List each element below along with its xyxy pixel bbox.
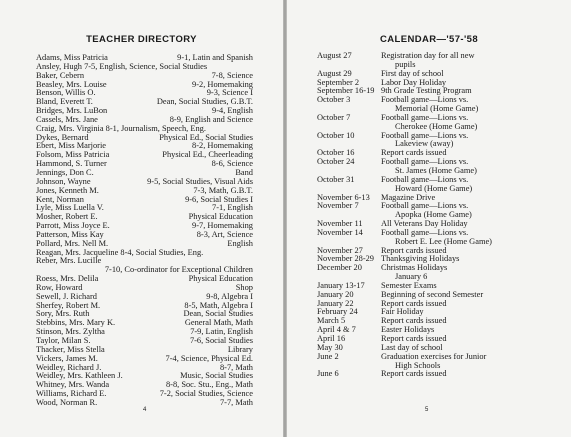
directory-entry [36, 249, 253, 258]
teacher-assignment: 9-8, Algebra I [206, 292, 253, 301]
teacher-directory-page [0, 0, 283, 437]
teacher-assignment: 8-2, Homemaking [192, 142, 253, 151]
teacher-assignment: 9-7, Homemaking [192, 222, 253, 231]
calendar-date: October 3 [317, 95, 351, 105]
calendar-event: Fair Holiday [381, 307, 424, 317]
directory-entry [36, 63, 253, 72]
teacher-assignment: 8-9, English and Science [169, 115, 253, 124]
calendar-event: Robert E. Lee (Home Game) [395, 236, 492, 246]
calendar-event: Memorial (Home Game) [395, 104, 479, 114]
calendar-event: All Veterans Day Holiday [381, 219, 468, 229]
teacher-assignment: Physical Education [188, 275, 253, 284]
teacher-assignment: 8-6, Science [211, 160, 253, 169]
directory-entry [36, 222, 253, 231]
teacher-assignment: 7-10, Co-ordinator for Exceptional Children [104, 266, 253, 275]
teacher-assignment: Band [235, 168, 253, 177]
directory-entry [36, 240, 253, 249]
teacher-name: Reagan, Mrs. Jacqueline 8-4, Social Studies, Eng. [36, 248, 204, 257]
calendar-event: Christmas Holidays [381, 263, 448, 273]
directory-entry [36, 284, 253, 293]
calendar-date: September 2 [317, 77, 360, 87]
teacher-assignment: 7-3, Math, G.B.T. [193, 186, 253, 195]
calendar-heading: CALENDAR—'57-'58 [379, 34, 479, 45]
calendar-event: Report cards issued [381, 316, 447, 326]
teacher-assignment: 7-6, Social Studies [189, 337, 253, 345]
directory-entry [36, 390, 253, 399]
calendar-event: First day of school [381, 68, 444, 78]
teacher-name: Craig, Mrs. Virginia 8-1, Journalism, Speech, Eng. [36, 124, 206, 133]
calendar-date: August 27 [317, 51, 352, 60]
teacher-name: Sory, Mrs. Ruth [36, 310, 90, 319]
calendar-event: 9th Grade Testing Program [381, 86, 472, 96]
calendar-date: October 16 [317, 148, 355, 158]
calendar-event: Football game—Lions vs. [381, 95, 469, 105]
directory-entry [36, 257, 253, 266]
teacher-name: Sherfey, Robert M. [36, 301, 101, 310]
directory-entry [36, 204, 253, 213]
teacher-name: Row, Howard [36, 283, 83, 292]
calendar-entry [317, 52, 555, 61]
teacher-name: Beasley, Mrs. Louise [36, 80, 107, 89]
calendar-event: Beginning of second Semester [381, 289, 484, 299]
teacher-name: Folsom, Miss Patricia [36, 151, 110, 160]
page-number-right: 5 [425, 407, 429, 413]
calendar-event: Report cards issued [381, 334, 447, 343]
directory-entry [36, 98, 253, 107]
directory-entry [36, 213, 253, 222]
calendar-entry [317, 264, 555, 273]
calendar-event: Football game—Lions vs. [381, 130, 469, 140]
calendar-date: November 6-13 [317, 192, 370, 202]
calendar-event: Magazine Drive [381, 192, 436, 202]
directory-entry [36, 364, 253, 373]
directory-entry [36, 355, 253, 364]
calendar-date: February 24 [317, 307, 358, 317]
calendar-date: January 13-17 [317, 280, 365, 290]
calendar-event: Graduation exercises for Junior [381, 351, 487, 361]
directory-entry [36, 372, 253, 381]
directory-entry [36, 125, 253, 134]
directory-entry [36, 54, 253, 63]
calendar-date: November 7 [317, 201, 359, 211]
teacher-assignment: Dean, Social Studies, G.B.T. [156, 98, 253, 107]
calendar-date: November 27 [317, 245, 363, 255]
calendar-entry [317, 370, 555, 379]
calendar-date: January 22 [317, 298, 354, 308]
directory-entry [36, 107, 253, 116]
teacher-name: Lyle, Miss Luella V. [36, 204, 104, 213]
calendar-date: October 31 [317, 174, 355, 184]
calendar-event: Football game—Lions vs. [381, 157, 469, 167]
teacher-assignment: 9-3, Science I [206, 89, 253, 98]
directory-entry [36, 151, 253, 160]
calendar-list [317, 52, 555, 379]
teacher-assignment: Music, Social Studies [180, 372, 253, 381]
calendar-event: Report cards issued [381, 298, 447, 308]
teacher-assignment: Shop [235, 283, 253, 292]
calendar-event: Football game—Lions vs. [381, 201, 469, 211]
teacher-name: Taylor, Milan S. [36, 337, 91, 345]
teacher-name: Wood, Norman R. [36, 398, 98, 407]
directory-entry [36, 231, 253, 240]
calendar-date: October 10 [317, 130, 355, 140]
teacher-name: Williams, Richard E. [36, 390, 107, 399]
directory-entry [36, 142, 253, 151]
calendar-date: March 5 [317, 316, 346, 326]
teacher-name: Weidley, Mrs. Kathleen J. [36, 372, 123, 381]
teacher-assignment: 7-4, Science, Physical Ed. [165, 354, 253, 363]
teacher-assignment: Physical Ed., Cheerleading [162, 151, 253, 160]
calendar-event: St. James (Home Game) [395, 165, 477, 175]
teacher-name: Cassels, Mrs. Jane [36, 115, 98, 124]
teacher-assignment: 8-8, Soc. Stu., Eng., Math [165, 381, 253, 390]
calendar-event: Report cards issued [381, 369, 447, 379]
calendar-event: Howard (Home Game) [395, 183, 473, 193]
calendar-date: June 6 [317, 369, 339, 379]
teacher-name: Kent, Norman [36, 195, 84, 204]
teacher-assignment: 9-6, Social Studies I [185, 195, 253, 204]
teacher-name: Stebbins, Mrs. Mary K. [36, 319, 116, 328]
directory-entry [36, 81, 253, 90]
teacher-assignment: English [227, 239, 253, 248]
teacher-name: Hammond, S. Turner [36, 160, 107, 169]
teacher-name: Vickers, James M. [36, 354, 98, 363]
calendar-event: Cherokee (Home Game) [395, 121, 478, 131]
teacher-name: Bland, Everett T. [36, 98, 93, 107]
directory-entry [36, 337, 253, 346]
directory-entry [36, 381, 253, 390]
teacher-name: Whitney, Mrs. Wanda [36, 381, 110, 390]
calendar-event: Apopka (Home Game) [395, 210, 472, 220]
teacher-assignment: 8-5, Math, Algebra I [184, 301, 253, 310]
teacher-assignment: 7-1, English [212, 204, 253, 213]
teacher-name: Johnson, Wayne [36, 177, 91, 186]
directory-entry [36, 293, 253, 302]
calendar-date: June 2 [317, 351, 339, 361]
teacher-name: Reber, Mrs. Lucille [36, 257, 102, 266]
calendar-page [287, 0, 571, 437]
teacher-assignment: Library [227, 345, 253, 354]
directory-entry [36, 134, 253, 143]
teacher-name: Ansley, Hugh 7-5, English, Science, Social Studies [36, 62, 208, 71]
directory-entry [36, 187, 253, 196]
teacher-assignment: 8-3, Art, Science [196, 230, 253, 239]
calendar-event: Lakeview (away) [395, 139, 454, 149]
teacher-name: Patterson, Miss Kay [36, 230, 104, 239]
calendar-event: Football game—Lions vs. [381, 227, 469, 237]
teacher-name: Stinson, Mrs. Zyltha [36, 328, 105, 337]
teacher-assignment: 7-7, Math [219, 398, 253, 407]
teacher-name: Weidley, Richard J. [36, 363, 102, 372]
calendar-event: Semester Exams [381, 280, 437, 290]
teacher-name: Jones, Kenneth M. [36, 186, 99, 195]
directory-entry [36, 310, 253, 319]
calendar-event: Football game—Lions vs. [381, 174, 469, 184]
teacher-assignment: 7-8, Science [211, 71, 253, 80]
calendar-date: December 20 [317, 263, 362, 273]
calendar-event: Football game—Lions vs. [381, 112, 469, 122]
calendar-event: Easter Holidays [381, 325, 435, 335]
calendar-event: Last day of school [381, 342, 443, 352]
teacher-assignment: 9-5, Social Studies, Visual Aids [147, 177, 253, 186]
calendar-date: November 28-29 [317, 254, 374, 264]
calendar-date: October 7 [317, 112, 351, 122]
calendar-event: pupils [395, 59, 416, 69]
teacher-name: Jennings, Don C. [36, 168, 94, 177]
calendar-date: April 16 [317, 334, 346, 343]
teacher-assignment: 8-7, Math [219, 363, 253, 372]
calendar-event: High Schools [395, 360, 441, 370]
teacher-assignment: 9-4, English [212, 107, 253, 116]
teacher-name: Mosher, Robert E. [36, 213, 98, 222]
calendar-event: January 6 [395, 272, 428, 282]
directory-entry [36, 328, 253, 337]
directory-list [36, 54, 253, 408]
directory-entry [36, 319, 253, 328]
directory-entry [36, 169, 253, 178]
directory-heading: TEACHER DIRECTORY [86, 34, 197, 45]
calendar-date: May 30 [317, 342, 343, 352]
teacher-name: Roess, Mrs. Delila [36, 275, 99, 284]
teacher-name: Dykes, Bernard [36, 133, 89, 142]
directory-entry [36, 346, 253, 355]
directory-entry [36, 160, 253, 169]
calendar-event: Thanksgiving Holidays [381, 254, 460, 264]
page-number-left: 4 [143, 407, 147, 413]
calendar-date: August 29 [317, 68, 352, 78]
directory-entry [36, 302, 253, 311]
calendar-date: November 14 [317, 227, 363, 237]
calendar-event: Labor Day Holiday [381, 77, 447, 87]
directory-entry [36, 266, 253, 275]
directory-entry [36, 196, 253, 205]
teacher-name: Benson, Willis O. [36, 89, 96, 98]
calendar-date: January 20 [317, 289, 354, 299]
calendar-date: April 4 & 7 [317, 325, 356, 335]
teacher-assignment: 9-2, Homemaking [192, 80, 253, 89]
teacher-name: Ebert, Miss Marjorie [36, 142, 107, 151]
teacher-name: Sewell, J. Richard [36, 292, 97, 301]
calendar-date: November 11 [317, 219, 363, 229]
teacher-assignment: Dean, Social Studies [183, 310, 253, 319]
directory-entry [36, 116, 253, 125]
teacher-name: Parrott, Miss Joyce E. [36, 222, 110, 231]
directory-entry [36, 89, 253, 98]
teacher-name: Baker, Cebern [36, 71, 85, 80]
teacher-name: Adams, Miss Patricia [36, 54, 108, 62]
calendar-event: Report cards issued [381, 245, 447, 255]
teacher-assignment: Physical Ed., Social Studies [159, 133, 253, 142]
teacher-name: Bridges, Mrs. LuBon [36, 107, 108, 116]
directory-entry [36, 72, 253, 81]
calendar-event: Report cards issued [381, 148, 447, 158]
calendar-date: October 24 [317, 157, 355, 167]
calendar-event: Registration day for all new [381, 51, 475, 60]
teacher-assignment: 7-2, Social Studies, Science [159, 390, 253, 399]
teacher-assignment: 7-9, Latin, English [190, 328, 253, 337]
teacher-name: Pollard, Mrs. Nell M. [36, 239, 109, 248]
teacher-name: Thacker, Miss Stella [36, 345, 105, 354]
teacher-assignment: General Math, Math [184, 319, 253, 328]
teacher-assignment: 9-1, Latin and Spanish [177, 54, 253, 62]
directory-entry [36, 178, 253, 187]
teacher-assignment: Physical Education [188, 213, 253, 222]
calendar-date: September 16-19 [317, 86, 375, 96]
directory-entry [36, 275, 253, 284]
